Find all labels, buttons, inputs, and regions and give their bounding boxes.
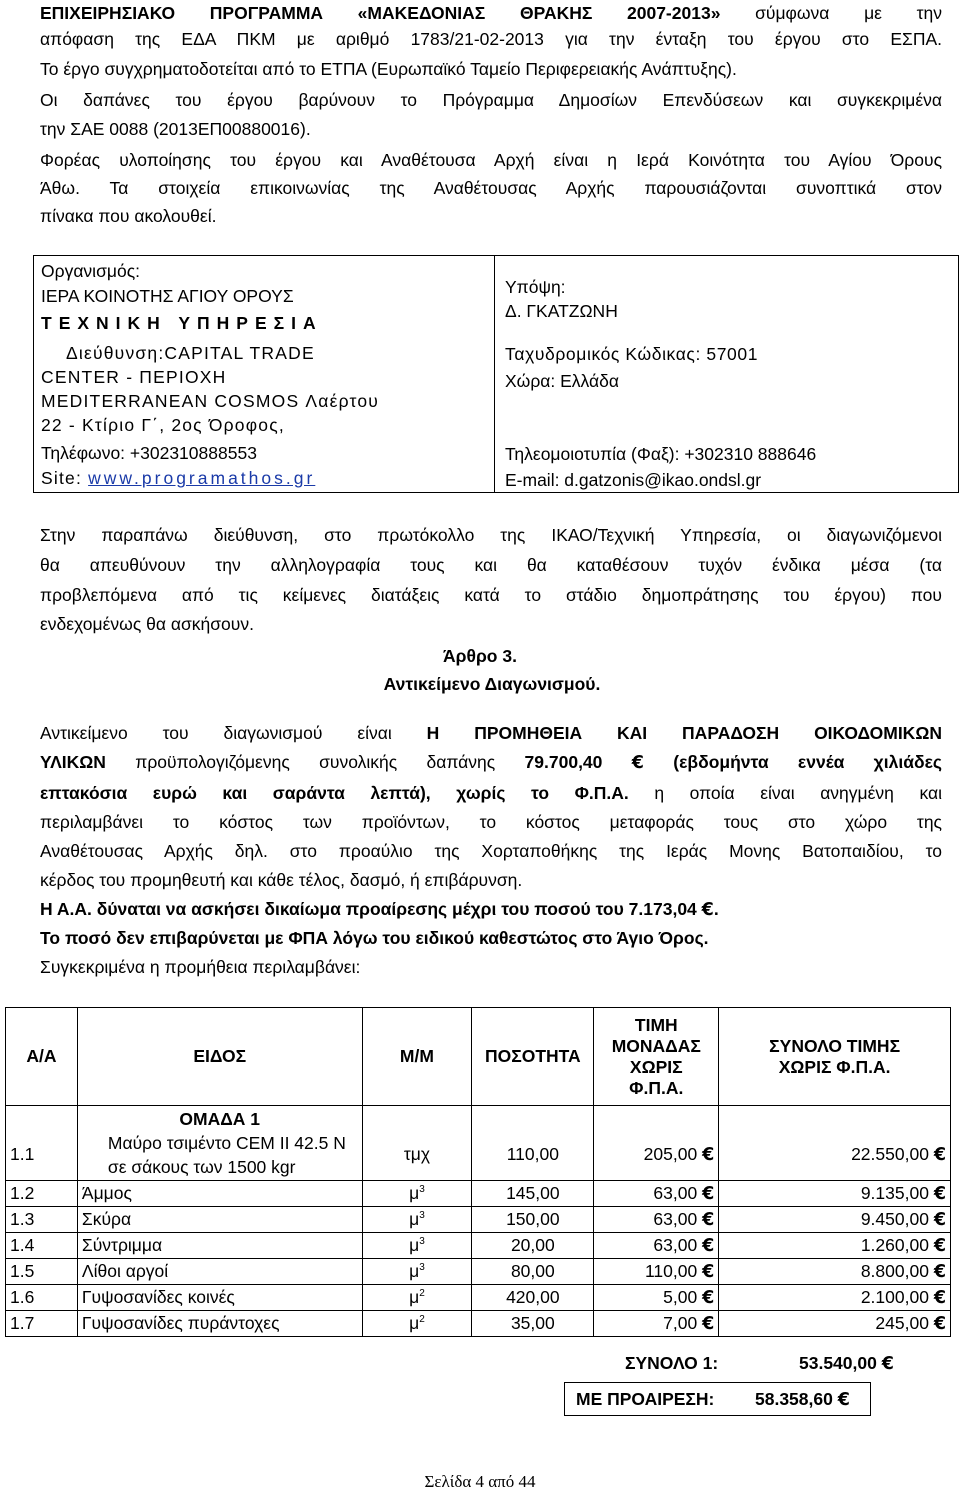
para3-line-4: περιλαμβάνει το κόστος των προϊόντων, το κόστος μεταφοράς τους στο χώρο της (40, 812, 942, 832)
euro-icon: € (702, 1287, 715, 1308)
para3-line-3 (40, 780, 942, 806)
euro-icon: € (701, 900, 714, 920)
option-value-line (755, 1387, 850, 1412)
items-table (5, 1007, 951, 1337)
header-unit-price (594, 1008, 719, 1106)
row-quantity: 420,00 (506, 1286, 560, 1307)
row-item-detail: σε σάκους των 1500 kgr (107, 1156, 296, 1177)
row-unit-price-cell (594, 1206, 719, 1232)
row-unit-price-cell (594, 1232, 719, 1258)
header-unit-price-l2: ΜΟΝΑΔΑΣ (611, 1035, 701, 1056)
euro-icon: € (702, 1313, 715, 1334)
para3-l2-a: ΥΛΙΚΩΝ (40, 752, 106, 772)
row-unit-price-cell (594, 1258, 719, 1284)
row-aa-cell (6, 1284, 78, 1310)
budget-amount: 79.700,40 (524, 752, 603, 772)
row-unit-price: 63,00 (653, 1182, 698, 1203)
euro-icon: € (933, 1145, 946, 1166)
euro-icon: € (933, 1261, 946, 1282)
option-value: 58.358,60 (755, 1389, 833, 1409)
row-aa: 1.3 (10, 1208, 35, 1229)
row-unit-exponent: 3 (419, 1183, 425, 1195)
header-unit-price-l3: ΧΩΡΙΣ (629, 1056, 683, 1077)
header-unit-price-l4: Φ.Π.Α. (629, 1077, 684, 1098)
address-line-1: Διεύθυνση:CAPITAL TRADE (66, 343, 315, 363)
euro-icon: € (702, 1145, 715, 1166)
article-number: Άρθρο 3. (443, 646, 517, 666)
row-total-cell (719, 1310, 951, 1336)
table-row (6, 1206, 951, 1232)
row-unit: μ (409, 1286, 420, 1307)
row-item-name: Σύντριμμα (81, 1234, 163, 1255)
option-sentence: Η Α.Α. δύναται να ασκήσει δικαίωμα προαίρεσης μέχρι του ποσού του 7.173,04 (40, 899, 697, 919)
row-unit-price: 63,00 (653, 1234, 698, 1255)
address-line-2: CENTER - ΠΕΡΙΟΧΗ (41, 367, 227, 387)
euro-icon: € (933, 1209, 946, 1230)
euro-icon: € (702, 1235, 715, 1256)
row-unit-price: 5,00 (663, 1286, 698, 1307)
row-unit-price: 205,00 (643, 1144, 698, 1165)
row-aa: 1.6 (10, 1286, 35, 1307)
row-unit: μ (409, 1182, 420, 1203)
row-item-name: Σκύρα (81, 1208, 132, 1229)
para3-line-9: Συγκεκριμένα η προμήθεια περιλαμβάνει: (40, 957, 361, 977)
euro-icon: € (933, 1235, 946, 1256)
para3-line-8: Το ποσό δεν επιβαρύνεται με ΦΠΑ λόγω του ειδικού καθεστώτος στο Άγιο Όρος. (40, 928, 709, 948)
attention-name: Δ. ΓΚΑΤΖΩΝΗ (505, 301, 618, 321)
row-unit-price: 110,00 (644, 1260, 698, 1281)
table-row (6, 1232, 951, 1258)
table-row (6, 1130, 951, 1180)
site-line (41, 467, 315, 489)
row-quantity: 110,00 (506, 1144, 559, 1165)
org-name: ΙΕΡΑ ΚΟΙΝΟΤΗΣ ΑΓΙΟΥ ΟΡΟΥΣ (41, 286, 294, 306)
row-unit-cell (362, 1180, 472, 1206)
para3-line-5: Αναθέτουσας Αρχής δηλ. στο προαύλιο της Χορταποθήκης της Ιεράς Μονης Βατοπαιδίου, το (40, 841, 942, 861)
row-total-cell (719, 1206, 951, 1232)
intro-line-6: Φορέας υλοποίησης του έργου και Αναθέτουσα Αρχή είναι η Ιερά Κοινότητα του Αγίου Όρους (40, 150, 942, 170)
euro-icon: € (631, 753, 644, 773)
row-aa: 1.2 (10, 1182, 35, 1203)
row-unit-price: 63,00 (653, 1208, 698, 1229)
intro-line-1 (40, 0, 942, 26)
row-aa: 1.1 (10, 1144, 35, 1165)
row-quantity-cell (472, 1258, 594, 1284)
group-aa-cell (6, 1106, 78, 1131)
row-total: 2.100,00 (860, 1286, 929, 1307)
para2-line-3: προβλεπόμενα από τις κείμενες διατάξεις κατά το στάδιο δημοπράτησης του έργου) που (40, 585, 942, 605)
row-total: 8.800,00 (860, 1260, 929, 1281)
header-total-l1: ΣΥΝΟΛΟ ΤΙΜΗΣ (769, 1035, 901, 1056)
euro-icon: € (702, 1209, 715, 1230)
header-unit-price-l1: ΤΙΜΗ (634, 1014, 678, 1035)
row-unit-exponent: 3 (419, 1261, 425, 1273)
row-unit-cell (362, 1206, 472, 1232)
row-total-cell (719, 1232, 951, 1258)
fax: Τηλεομοιοτυπία (Φαξ): +302310 888646 (505, 444, 817, 464)
address-line-3: MEDITERRANEAN COSMOS Λαέρτου (41, 391, 380, 411)
budget-words-end: επτακόσια ευρώ και σαράντα λεπτά), χωρίς το Φ.Π.Α. (40, 783, 629, 803)
para2-line-4: ενδεχομένως θα ασκήσουν. (40, 614, 254, 634)
row-quantity: 80,00 (510, 1260, 555, 1281)
row-quantity: 145,00 (506, 1182, 560, 1203)
row-item-cell (77, 1232, 362, 1258)
phone: Τηλέφωνο: +302310888553 (41, 443, 257, 463)
row-item-name: Γυψοσανίδες πυράντοχες (81, 1312, 280, 1333)
attention-label: Υπόψη: (505, 277, 566, 297)
address-line-4: 22 - Κτίριο Γ΄, 2ος Όροφος, (41, 415, 285, 435)
page-footer: Σελίδα 4 από 44 (424, 1472, 536, 1491)
para2-line-2: θα απευθύνουν την αλληλογραφία τους και θα καταθέσουν τυχόν ένδικα μέσα (τα (40, 555, 942, 575)
site-link[interactable]: www.programathos.gr (88, 468, 316, 488)
row-aa: 1.5 (10, 1260, 35, 1281)
contact-box-divider (494, 256, 495, 492)
para3-l3-b: η οποία είναι ανηγμένη και (628, 783, 942, 803)
row-quantity-cell (472, 1180, 594, 1206)
row-item-cell (77, 1310, 362, 1336)
group-label: ΟΜΑΔΑ 1 (77, 1106, 362, 1131)
postal-code: Ταχυδρομικός Κώδικας: 57001 (505, 344, 759, 364)
row-item-name: Γυψοσανίδες κοινές (81, 1286, 235, 1307)
row-total-cell (719, 1180, 951, 1206)
intro-line-7: Άθω. Τα στοιχεία επικοινωνίας της Αναθέτουσας Αρχής παρουσιάζονται συνοπτικά στον (40, 178, 942, 198)
row-quantity: 150,00 (506, 1208, 560, 1229)
sum1-label: ΣΥΝΟΛΟ 1: (625, 1353, 719, 1373)
para3-l1-a: Αντικείμενο του διαγωνισμού είναι (40, 723, 427, 743)
table-row (6, 1180, 951, 1206)
row-unit-price-cell (594, 1284, 719, 1310)
header-total-l2: ΧΩΡΙΣ Φ.Π.Α. (778, 1056, 891, 1077)
row-total: 9.450,00 (860, 1208, 929, 1229)
group-mm-cell (362, 1106, 472, 1131)
para2-line-1: Στην παραπάνω διεύθυνση, στο πρωτόκολλο της ΙΚΑΟ/Τεχνική Υπηρεσία, οι διαγωνιζόμενοι (40, 525, 942, 545)
row-total: 9.135,00 (860, 1182, 929, 1203)
euro-icon: € (702, 1183, 715, 1204)
item-rows (6, 1130, 951, 1336)
header-aa: Α/Α (6, 1008, 78, 1106)
euro-icon: € (702, 1261, 715, 1282)
row-unit: μ (409, 1312, 420, 1333)
option-box (564, 1382, 871, 1416)
row-aa-cell (6, 1258, 78, 1284)
intro-line-4: Οι δαπάνες του έργου βαρύνουν το Πρόγραμμα Δημοσίων Επενδύσεων και συγκεκριμένα (40, 90, 942, 110)
intro-line-8: πίνακα που ακολουθεί. (40, 206, 217, 226)
row-unit: μ (409, 1260, 420, 1281)
group-row (6, 1106, 951, 1131)
row-unit: μ (409, 1234, 420, 1255)
table-row (6, 1258, 951, 1284)
org-label: Οργανισμός: (41, 261, 140, 281)
para3-line-1 (40, 720, 942, 746)
para3-l2-b: προϋπολογιζόμενης συνολικής δαπάνης (105, 752, 525, 772)
group-price-cell (594, 1106, 719, 1131)
row-total: 245,00 (875, 1312, 929, 1333)
row-unit-price-cell (594, 1310, 719, 1336)
row-quantity-cell (472, 1130, 594, 1180)
euro-icon: € (933, 1287, 946, 1308)
euro-icon: € (933, 1183, 946, 1204)
row-aa-cell (6, 1130, 78, 1180)
row-quantity: 20,00 (510, 1234, 555, 1255)
row-unit-cell (362, 1232, 472, 1258)
euro-icon: € (881, 1354, 894, 1374)
para3-line-7: Η Α.Α. δύναται να ασκήσει δικαίωμα προαίρεσης μέχρι του ποσού του 7.173,04 €. (40, 899, 719, 920)
row-item-name: Άμμος (81, 1182, 132, 1203)
subject-title: Η ΠΡΟΜΗΘΕΙΑ ΚΑΙ ΠΑΡΑΔΟΣΗ ΟΙΚΟΔΟΜΙΚΩΝ (426, 723, 942, 743)
row-total-cell (719, 1130, 951, 1180)
group-qty-cell (472, 1106, 594, 1131)
euro-icon: € (933, 1313, 946, 1334)
row-total-cell (719, 1284, 951, 1310)
row-total: 1.260,00 (860, 1234, 929, 1255)
row-item-cell (77, 1206, 362, 1232)
option-label: ΜΕ ΠΡΟΑΙΡΕΣΗ: (576, 1389, 715, 1409)
intro-line-2: απόφαση της ΕΔΑ ΠΚΜ με αριθμό 1783/21-02-2013 για την ένταξη του έργου στο ΕΣΠΑ. (40, 29, 942, 49)
intro-line-5: την ΣΑΕ 0088 (2013ΕΠ00880016). (40, 119, 311, 139)
row-aa: 1.4 (10, 1234, 35, 1255)
row-item-name: Μαύρο τσιμέντο CEM II 42.5 N (107, 1132, 346, 1153)
row-aa-cell (6, 1180, 78, 1206)
row-unit-exponent: 3 (419, 1209, 425, 1221)
site-label: Site: (41, 468, 89, 488)
intro-line-1-rest: σύμφωνα με την (720, 3, 942, 23)
table-row (6, 1284, 951, 1310)
row-total: 22.550,00 (851, 1144, 929, 1165)
table-row (6, 1310, 951, 1336)
row-quantity-cell (472, 1284, 594, 1310)
contact-box (33, 255, 959, 493)
row-unit-exponent: 2 (419, 1287, 425, 1299)
row-unit-price-cell (594, 1180, 719, 1206)
org-department: ΤΕΧΝΙΚΗ ΥΠΗΡΕΣΙΑ (41, 313, 323, 333)
program-title: ΕΠΙΧΕΙΡΗΣΙΑΚΟ ΠΡΟΓΡΑΜΜΑ «ΜΑΚΕΔΟΝΙΑΣ ΘΡΑΚΗΣ 2007-2013» (40, 3, 721, 23)
row-quantity: 35,00 (510, 1312, 555, 1333)
sum1-value: 53.540,00 (799, 1353, 877, 1373)
row-aa: 1.7 (10, 1312, 35, 1333)
row-item-name: Λίθοι αργοί (81, 1260, 169, 1281)
row-unit-cell (362, 1310, 472, 1336)
row-unit: τμχ (403, 1144, 431, 1165)
row-quantity-cell (472, 1232, 594, 1258)
row-unit-exponent: 2 (419, 1313, 425, 1325)
table-header-row (6, 1008, 951, 1106)
sum1-value-line (799, 1351, 894, 1376)
row-item-cell (77, 1130, 362, 1180)
row-unit-cell (362, 1258, 472, 1284)
row-aa-cell (6, 1310, 78, 1336)
intro-line-3: Το έργο συγχρηματοδοτείται από το ΕΤΠΑ (Ευρωπαϊκό Ταμείο Περιφερειακής Ανάπτυξης). (40, 59, 737, 79)
article-title: Αντικείμενο Διαγωνισμού. (383, 674, 601, 694)
row-unit-exponent: 3 (419, 1235, 425, 1247)
para3-line-6: κέρδος του προμηθευτή και κάθε τέλος, δασμό, ή επιβάρυνση. (40, 870, 523, 890)
header-total (719, 1008, 951, 1106)
country: Χώρα: Ελλάδα (505, 371, 620, 391)
row-item-cell (77, 1180, 362, 1206)
euro-icon: € (837, 1390, 850, 1410)
row-aa-cell (6, 1232, 78, 1258)
budget-words: (εβδομήντα εννέα χιλιάδες (643, 752, 942, 772)
row-unit-price-cell (594, 1130, 719, 1180)
row-item-cell (77, 1258, 362, 1284)
row-quantity-cell (472, 1310, 594, 1336)
row-aa-cell (6, 1206, 78, 1232)
row-unit: μ (409, 1208, 420, 1229)
header-posotita: ΠΟΣΟΤΗΤΑ (472, 1008, 594, 1106)
row-unit-cell (362, 1130, 472, 1180)
header-mm: Μ/Μ (362, 1008, 472, 1106)
group-total-cell (719, 1106, 951, 1131)
row-total-cell (719, 1258, 951, 1284)
header-eidos: ΕΙΔΟΣ (77, 1008, 362, 1106)
row-unit-cell (362, 1284, 472, 1310)
row-quantity-cell (472, 1206, 594, 1232)
email: E-mail: d.gatzonis@ikao.ondsl.gr (505, 470, 762, 490)
row-item-cell (77, 1284, 362, 1310)
para3-line-2 (40, 749, 942, 776)
row-unit-price: 7,00 (663, 1312, 698, 1333)
